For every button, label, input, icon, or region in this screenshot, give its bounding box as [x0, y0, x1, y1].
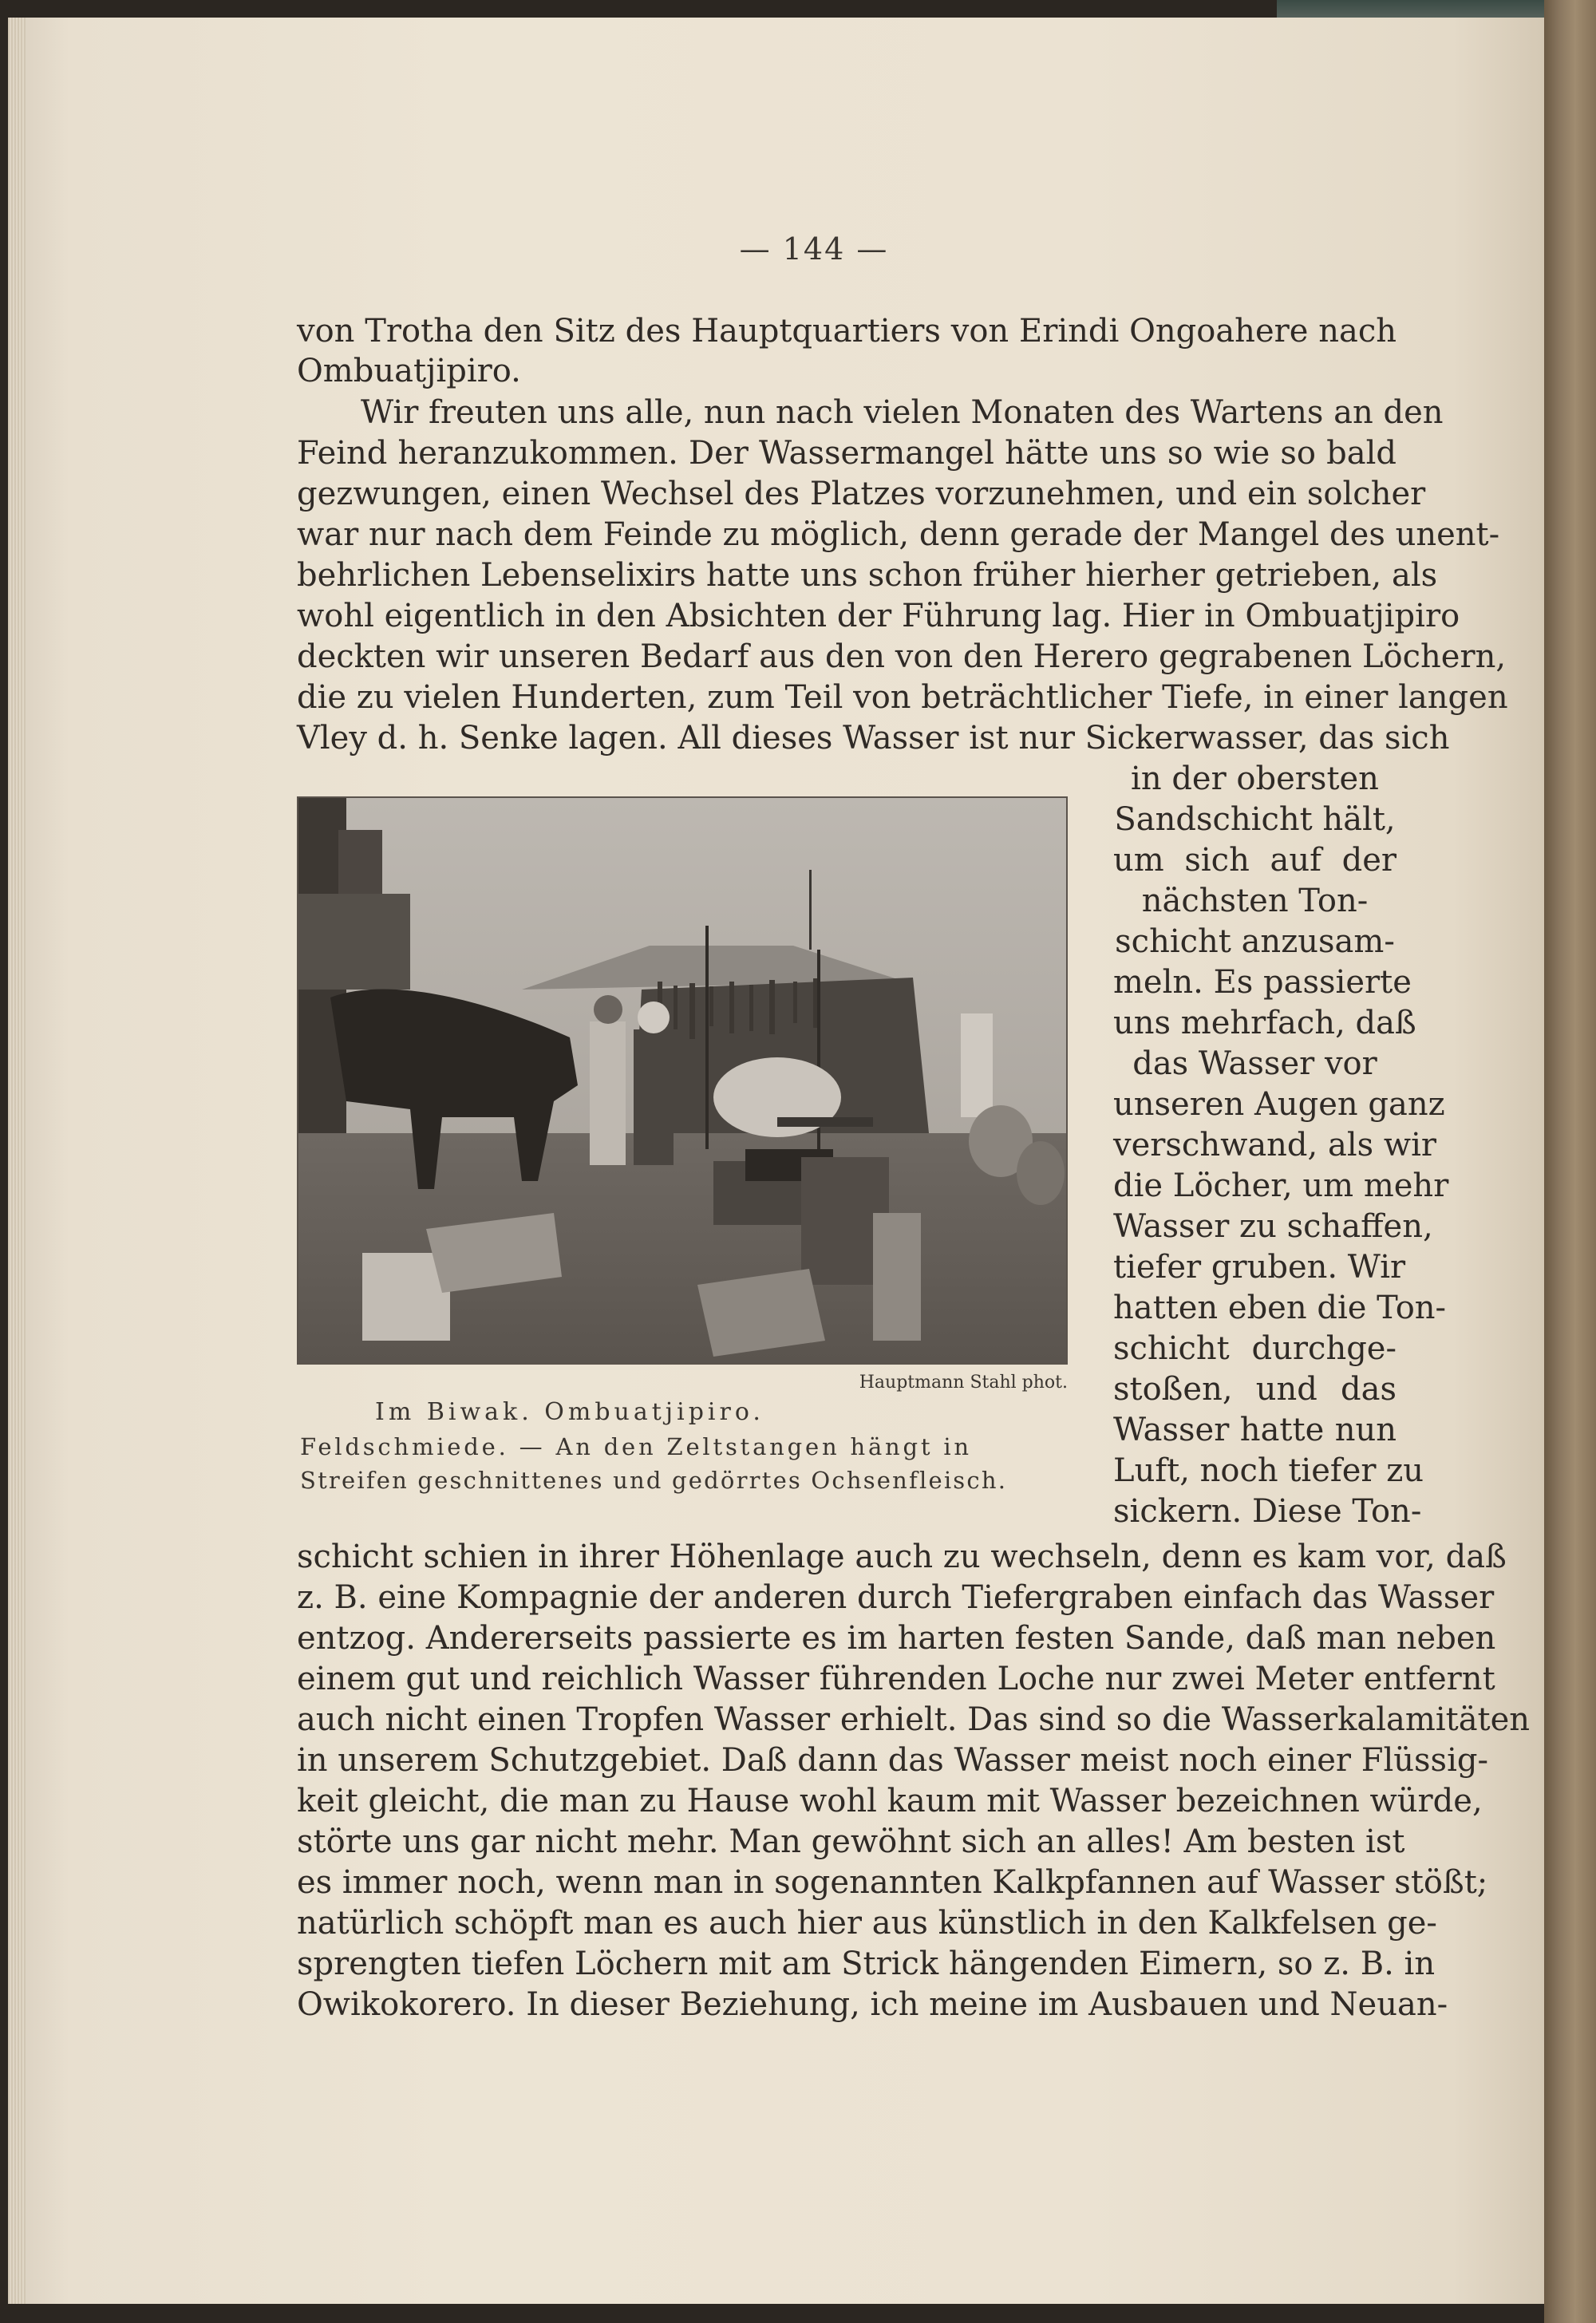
side-text-line: nächsten Ton-	[1141, 883, 1369, 919]
text-line: von Trotha den Sitz des Hauptquartiers von Erindi Ongoahere nach	[297, 313, 1396, 350]
side-text-line: Wasser hatte nun	[1113, 1412, 1396, 1448]
photo-credit: Hauptmann Stahl phot.	[859, 1373, 1068, 1393]
text-line: behrlichen Lebenselixirs hatte uns schon früher hierher getrieben, als	[297, 557, 1438, 594]
side-text-line: die Löcher, um mehr	[1113, 1167, 1449, 1204]
book-cover-right	[1544, 0, 1596, 2323]
text-line: einem gut und reichlich Wasser führenden Loche nur zwei Meter entfernt	[297, 1661, 1495, 1697]
caption-line: Streifen geschnittenes und gedörrtes Ochsenfleisch.	[300, 1467, 1008, 1494]
text-line: in unserem Schutzgebiet. Daß dann das Wasser meist noch einer Flüssig-	[297, 1742, 1488, 1779]
text-line: keit gleicht, die man zu Hause wohl kaum mit Wasser bezeichnen würde,	[297, 1783, 1483, 1819]
side-text-line: uns mehrfach, daß	[1113, 1005, 1416, 1041]
side-text-line: schicht anzusam-	[1115, 923, 1395, 960]
text-line: natürlich schöpft man es auch hier aus künstlich in den Kalkfelsen ge-	[297, 1905, 1437, 1942]
side-text-line: Wasser zu schaffen,	[1113, 1208, 1433, 1245]
side-text-line: meln. Es passierte	[1113, 964, 1412, 1001]
text-line: Feind heranzukommen. Der Wassermangel hätte uns so wie so bald	[297, 435, 1396, 472]
side-text-line: Luft, noch tiefer zu	[1113, 1452, 1424, 1489]
side-text-line: hatten eben die Ton-	[1113, 1290, 1447, 1326]
text-line: z. B. eine Kompagnie der anderen durch Tiefergraben einfach das Wasser	[297, 1579, 1495, 1616]
side-text-line: Sandschicht hält,	[1114, 801, 1396, 838]
biwak-photograph	[297, 796, 1068, 1365]
text-line: Owikokorero. In dieser Beziehung, ich meine im Ausbauen und Neuan-	[297, 1986, 1448, 2023]
text-line: entzog. Andererseits passierte es im harten festen Sande, daß man neben	[297, 1620, 1496, 1657]
caption-title: Im Biwak. Ombuatjipiro.	[375, 1398, 764, 1426]
text-line: gezwungen, einen Wechsel des Platzes vorzunehmen, und ein solcher	[297, 476, 1426, 512]
page-number: — 144 —	[739, 231, 889, 267]
side-text-line: in der obersten	[1131, 761, 1379, 797]
side-text-line: schicht durchge-	[1113, 1330, 1396, 1367]
text-line: die zu vielen Hunderten, zum Teil von beträchtlicher Tiefe, in einer langen	[297, 679, 1508, 716]
text-line: schicht schien in ihrer Höhenlage auch zu wechseln, denn es kam vor, daß	[297, 1539, 1507, 1575]
text-line: wohl eigentlich in den Absichten der Führung lag. Hier in Ombuatjipiro	[297, 598, 1460, 634]
text-line: auch nicht einen Tropfen Wasser erhielt. Das sind so die Wasserkalamitäten	[297, 1701, 1531, 1738]
side-text-line: unseren Augen ganz	[1113, 1086, 1445, 1123]
side-text-line: tiefer gruben. Wir	[1113, 1249, 1406, 1286]
text-line: Ombuatjipiro.	[297, 353, 521, 389]
caption-line: Feldschmiede. — An den Zeltstangen hängt in	[300, 1433, 972, 1460]
text-line: sprengten tiefen Löchern mit am Strick hängenden Eimern, so z. B. in	[297, 1946, 1436, 1982]
page-stack-edge	[8, 18, 26, 2304]
side-text-line: verschwand, als wir	[1113, 1127, 1436, 1163]
side-text-line: sickern. Diese Ton-	[1113, 1493, 1422, 1530]
text-line: deckten wir unseren Bedarf aus den von den Herero gegrabenen Löchern,	[297, 638, 1507, 675]
text-line: war nur nach dem Feinde zu möglich, denn gerade der Mangel des unent-	[297, 516, 1500, 553]
text-line: störte uns gar nicht mehr. Man gewöhnt sich an alles! Am besten ist	[297, 1823, 1405, 1860]
side-text-line: das Wasser vor	[1132, 1045, 1377, 1082]
side-text-line: stoßen, und das	[1113, 1371, 1396, 1408]
side-text-line: um sich auf der	[1113, 842, 1396, 879]
text-line: Wir freuten uns alle, nun nach vielen Monaten des Wartens an den	[361, 394, 1444, 431]
text-line: Vley d. h. Senke lagen. All dieses Wasser ist nur Sickerwasser, das sich	[297, 720, 1450, 757]
text-line: es immer noch, wenn man in sogenannten Kalkpfannen auf Wasser stößt;	[297, 1864, 1488, 1901]
